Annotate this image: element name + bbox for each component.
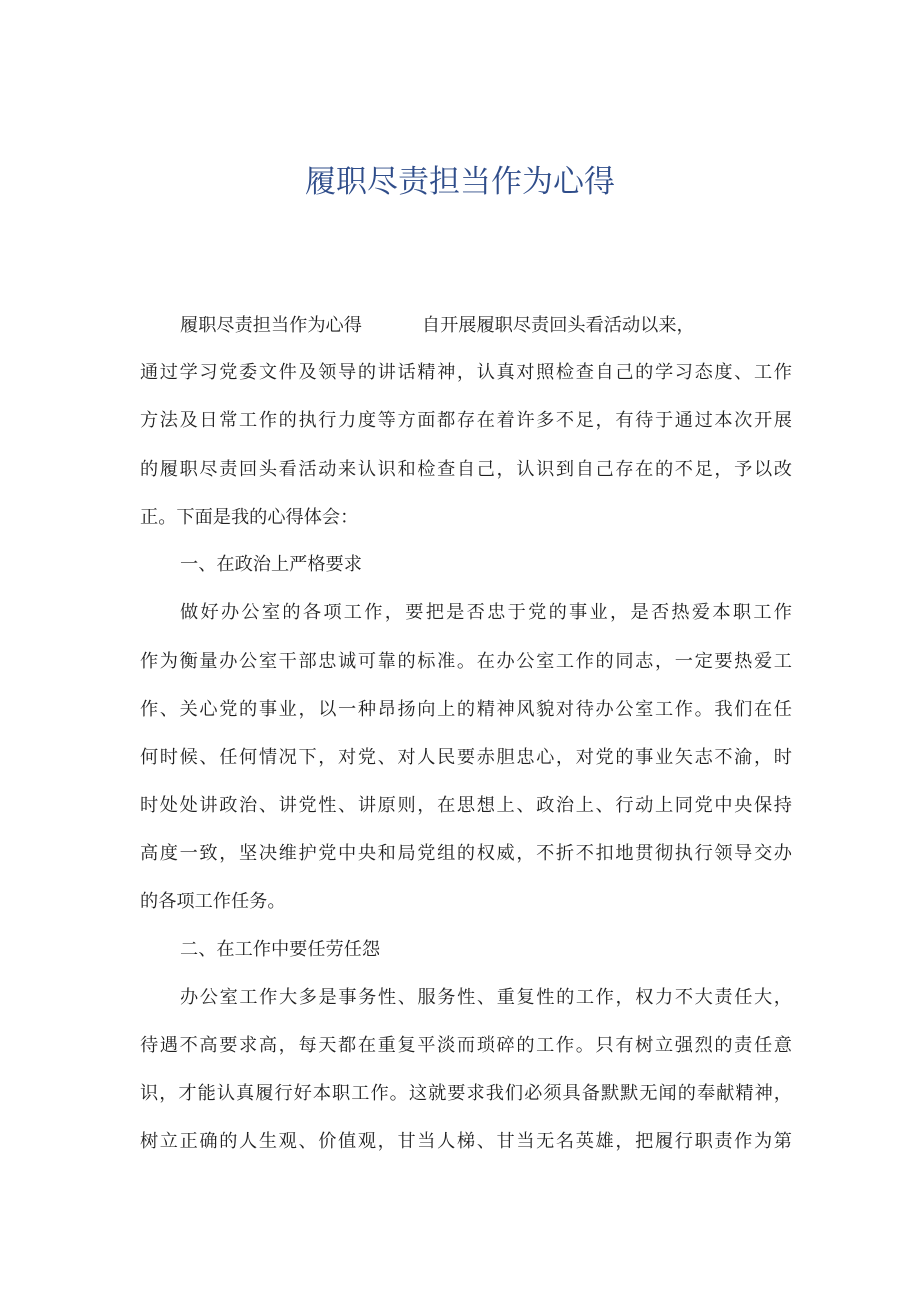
paragraph-line: 待遇不高要求高，每天都在重复平淡而琐碎的工作。只有树立强烈的责任意 xyxy=(140,1035,792,1056)
paragraph-line: 高度一致，坚决维护党中央和局党组的权威，不折不扣地贯彻执行领导交办 xyxy=(140,843,792,864)
intro-line xyxy=(180,311,792,341)
intro-heading: 履职尽责担当作为心得 xyxy=(180,315,362,336)
document-title: 履职尽责担当作为心得 xyxy=(305,164,615,200)
paragraph-line: 通过学习党委文件及领导的讲话精神，认真对照检查自己的学习态度、工作 xyxy=(140,362,792,383)
paragraph-line: 何时候、任何情况下，对党、对人民要赤胆忠心，对党的事业矢志不渝，时 xyxy=(140,747,792,768)
paragraph-line: 的履职尽责回头看活动来认识和检查自己，认识到自己存在的不足，予以改 xyxy=(140,459,792,480)
section-heading: 二、在工作中要任劳任怨 xyxy=(180,939,381,960)
paragraph-line: 识，才能认真履行好本职工作。这就要求我们必须具备默默无闻的奉献精神， xyxy=(140,1083,792,1104)
section-heading: 一、在政治上严格要求 xyxy=(180,554,362,575)
paragraph-line: 做好办公室的各项工作，要把是否忠于党的事业，是否热爱本职工作 xyxy=(180,602,792,623)
paragraph-line: 作、关心党的事业，以一种昂扬向上的精神风貌对待办公室工作。我们在任 xyxy=(140,699,792,720)
paragraph-line: 树立正确的人生观、价值观，甘当人梯、甘当无名英雄，把履行职责作为第 xyxy=(140,1131,792,1152)
paragraph-line: 方法及日常工作的执行力度等方面都存在着许多不足，有待于通过本次开展 xyxy=(140,410,792,431)
paragraph-line: 的各项工作任务。 xyxy=(140,891,286,912)
paragraph-line: 办公室工作大多是事务性、服务性、重复性的工作，权力不大责任大， xyxy=(180,987,792,1008)
paragraph-line: 时处处讲政治、讲党性、讲原则，在思想上、政治上、行动上同党中央保持 xyxy=(140,795,792,816)
paragraph-line: 作为衡量办公室干部忠诚可靠的标准。在办公室工作的同志，一定要热爱工 xyxy=(140,651,792,672)
paragraph-line: 正。下面是我的心得体会： xyxy=(140,507,359,528)
intro-lead: 自开展履职尽责回头看活动以来， xyxy=(421,315,695,336)
